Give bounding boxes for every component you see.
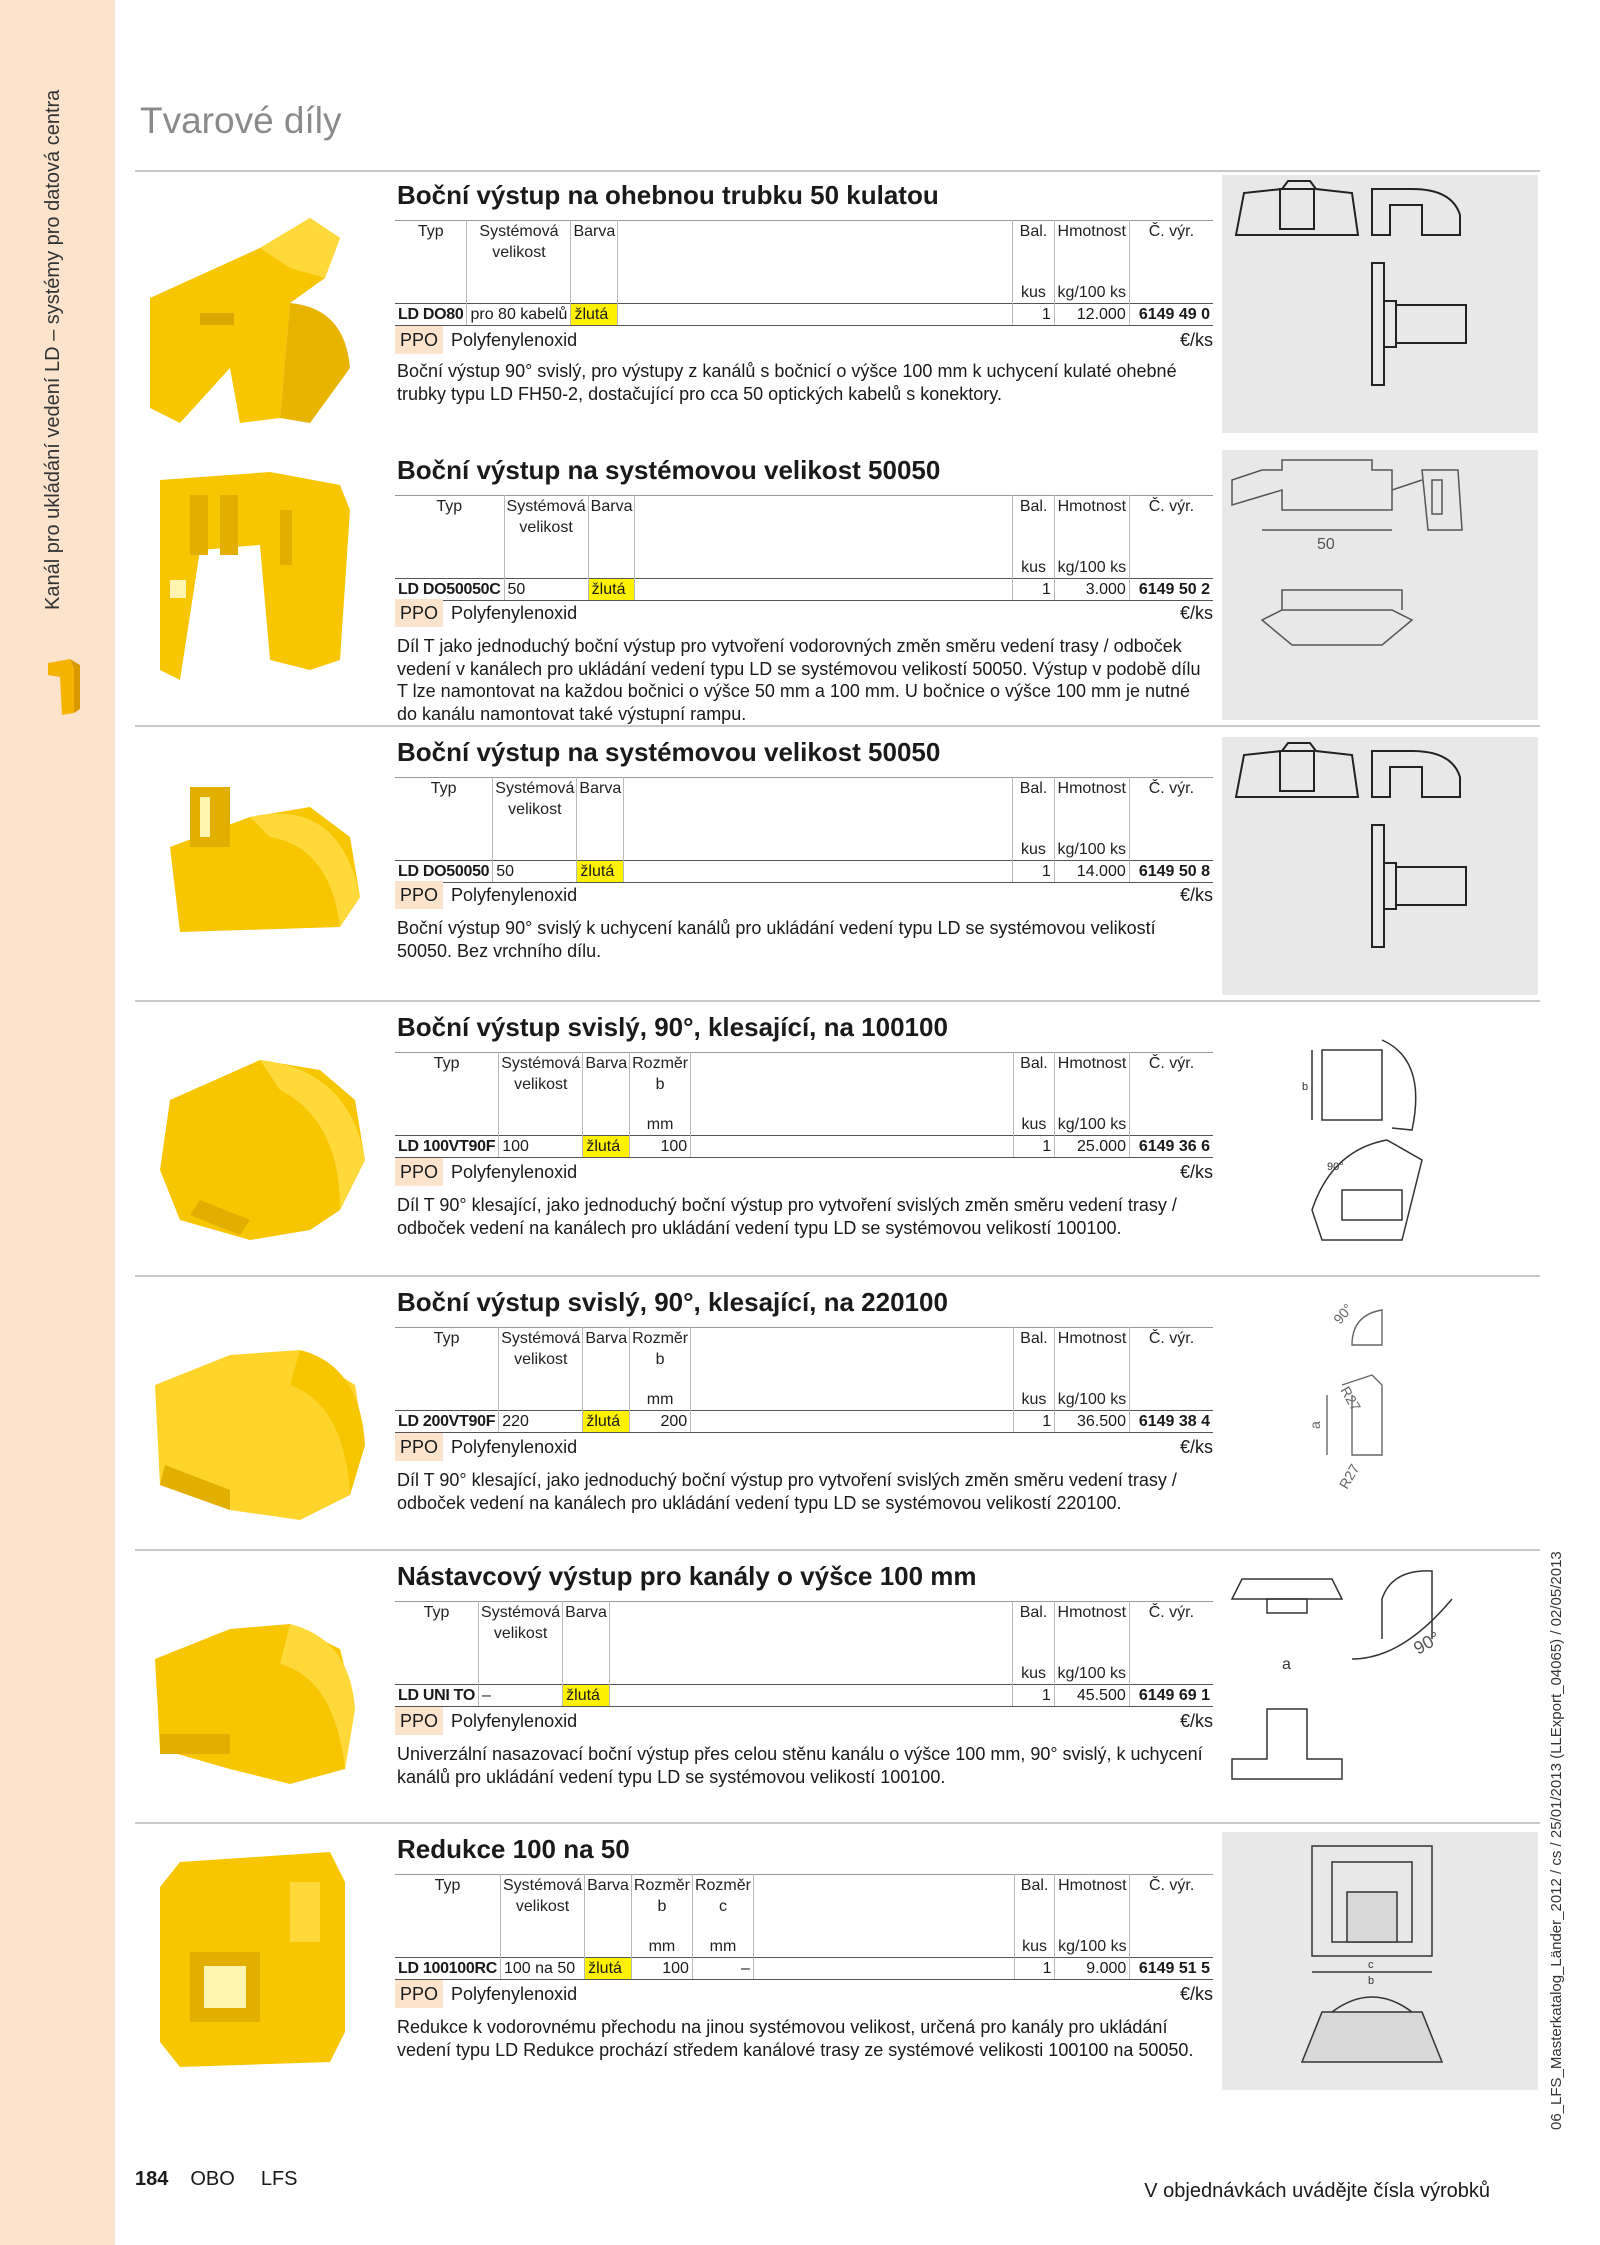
order-note: V objednávkách uvádějte čísla výrobků — [1144, 2180, 1490, 2202]
col-header: Hmotnost — [1054, 221, 1129, 283]
col-header: Rozměr b — [630, 1053, 691, 1115]
chapter-title: Kanál pro ukládání vedení LD – systémy pro datová centra — [42, 89, 64, 610]
section-title: Boční výstup na ohebnou trubku 50 kulatou — [397, 180, 939, 210]
unit-label: kus — [1013, 1390, 1054, 1411]
color-cell: žlutá — [583, 1411, 630, 1433]
col-header: Č. výr. — [1148, 1877, 1195, 1894]
material-name: Polyfenylenoxid — [451, 1711, 578, 1731]
brand-label: OBO — [190, 2168, 235, 2190]
col-header: Typ — [395, 496, 504, 558]
col-header: Bal. — [1013, 1328, 1054, 1390]
spec-table — [395, 1601, 1213, 1707]
spec-table — [395, 495, 1213, 601]
material-tag: PPO — [395, 326, 443, 354]
col-header: Systémová velikost — [493, 778, 577, 840]
col-header: Systémová velikost — [479, 1602, 563, 1664]
product-description: Díl T jako jednoduchý boční výstup pro vytvoření vodorovných změn směru vedení trasy / odboček vedení v kanálech pro ukládání vedení typu LD se systémovou velikostí 50050. Výstup v podobě dílu T lze namontovat na každou bočnici o výšce 50 mm a 100 mm. U bočnice o výšce 100 mm je nutné do kanálu namontovat také výstupní rampu. — [397, 636, 1201, 724]
color-cell: žlutá — [571, 304, 618, 326]
technical-drawing — [1222, 450, 1538, 720]
weight-cell: 25.000 — [1055, 1136, 1130, 1158]
col-header: Č. výr. — [1148, 1330, 1195, 1347]
col-header: Barva — [571, 221, 618, 283]
size-cell: 100 — [499, 1136, 583, 1158]
table-row — [395, 579, 1213, 601]
col-header: Barva — [585, 1875, 632, 1937]
material-name: Polyfenylenoxid — [451, 885, 578, 905]
chapter-thumbnail-icon — [44, 655, 84, 717]
radius-label: R27 — [1337, 1383, 1365, 1414]
size-cell: 50 — [504, 579, 588, 601]
unit-label: mm — [630, 1115, 691, 1136]
col-header: Rozměr b — [630, 1328, 691, 1390]
pack-cell: 1 — [1013, 1685, 1055, 1707]
col-header: Hmotnost — [1055, 1053, 1130, 1115]
dimension-label: 50 — [1317, 536, 1335, 553]
unit-label: kus — [1013, 1115, 1054, 1136]
material-name: Polyfenylenoxid — [451, 1437, 578, 1457]
type-cell: LD 100100RC — [395, 1958, 500, 1980]
unit-label: kg/100 ks — [1054, 1664, 1129, 1685]
dimension-label: b — [1368, 1975, 1375, 1987]
col-header: Č. výr. — [1148, 223, 1195, 240]
size-cell: pro 80 kabelů — [467, 304, 571, 326]
section-title: Boční výstup na systémovou velikost 50050 — [397, 737, 941, 767]
table-row — [395, 1136, 1213, 1158]
unit-label: kus — [1013, 1664, 1055, 1685]
spec-table — [395, 1052, 1213, 1158]
product-description: Univerzální nasazovací boční výstup přes celou stěnu kanálu o výšce 100 mm, 90° svislý, k uchycení kanálů pro ukládání vedení typu LD se systémovou velikostí 100100. — [397, 1744, 1203, 1787]
unit-label: kus — [1013, 840, 1055, 861]
pack-cell: 1 — [1013, 579, 1055, 601]
color-cell: žlutá — [588, 579, 635, 601]
col-header: Barva — [563, 1602, 610, 1664]
col-header: Systémová velikost — [499, 1053, 583, 1115]
material-name: Polyfenylenoxid — [451, 1162, 578, 1182]
table-row — [395, 1411, 1213, 1433]
price-unit: €/ks — [1179, 330, 1213, 350]
unit-label: kus — [1013, 558, 1055, 579]
type-cell: LD 200VT90F — [395, 1411, 499, 1433]
price-unit: €/ks — [1179, 603, 1213, 623]
col-header: Typ — [395, 221, 467, 283]
angle-label: 90° — [1410, 1627, 1444, 1659]
material-name: Polyfenylenoxid — [451, 330, 578, 350]
pack-cell: 1 — [1013, 1411, 1054, 1433]
technical-drawing — [1222, 1010, 1538, 1268]
angle-label: 90° — [1327, 1161, 1344, 1173]
document-code: 06_LFS_Masterkatalog_Länder_2012 / cs / 25/01/2013 (LLExport_04065) / 02/05/2013 — [1548, 1551, 1565, 2130]
dimension-b-cell: 200 — [630, 1411, 691, 1433]
material-tag: PPO — [395, 1433, 443, 1461]
material-line — [395, 1158, 1213, 1186]
unit-label: kus — [1013, 283, 1055, 304]
product-description: Redukce k vodorovnému přechodu na jinou systémovou velikost, určená pro kanály pro ukládání vedení typu LD Redukce prochází středem kanálové trasy ze systémové velikosti 100100 na 50050. — [397, 2017, 1194, 2060]
product-description: Díl T 90° klesající, jako jednoduchý boční výstup pro vytvoření svislých změn směru vedení trasy / odboček vedení na kanálech pro ukládání vedení typu LD se systémovou velikostí 100100. — [397, 1195, 1177, 1238]
dimension-label: a — [1307, 1421, 1323, 1429]
page-footer — [135, 2168, 324, 2191]
section-title: Redukce 100 na 50 — [397, 1834, 630, 1864]
technical-drawing — [1222, 1559, 1538, 1817]
col-header: Systémová velikost — [504, 496, 588, 558]
unit-label: mm — [630, 1390, 691, 1411]
price-unit: €/ks — [1179, 1711, 1213, 1731]
type-cell: LD DO50050C — [395, 579, 504, 601]
article-number: 6149 51 5 — [1130, 1958, 1213, 1980]
col-header: Bal. — [1013, 221, 1055, 283]
angle-label: 90° — [1330, 1300, 1356, 1327]
unit-label: kg/100 ks — [1055, 1115, 1130, 1136]
table-row — [395, 1958, 1213, 1980]
unit-label: kg/100 ks — [1054, 283, 1129, 304]
product-description: Díl T 90° klesající, jako jednoduchý boční výstup pro vytvoření svislých změn směru vedení trasy / odboček vedení na kanálech pro ukládání vedení typu LD se systémovou velikostí 220100. — [397, 1470, 1177, 1513]
weight-cell: 3.000 — [1054, 579, 1129, 601]
technical-drawing — [1222, 1832, 1538, 2090]
spec-table — [395, 777, 1213, 883]
col-header: Barva — [583, 1053, 630, 1115]
page-number: 184 — [135, 2168, 169, 2190]
weight-cell: 9.000 — [1055, 1958, 1130, 1980]
material-tag: PPO — [395, 881, 443, 909]
color-cell: žlutá — [585, 1958, 632, 1980]
spec-table — [395, 1874, 1213, 1980]
col-header: Bal. — [1013, 496, 1055, 558]
color-cell: žlutá — [577, 861, 624, 883]
material-line — [395, 1980, 1213, 2008]
type-cell: LD 100VT90F — [395, 1136, 499, 1158]
type-cell: LD DO50050 — [395, 861, 493, 883]
material-line — [395, 1433, 1213, 1461]
unit-label: kg/100 ks — [1054, 558, 1129, 579]
table-row — [395, 1685, 1213, 1707]
radius-label: R27 — [1335, 1461, 1363, 1492]
series-label: LFS — [260, 2168, 298, 2190]
col-header: Bal. — [1013, 1602, 1055, 1664]
unit-label: kg/100 ks — [1055, 1390, 1130, 1411]
col-header: Č. výr. — [1148, 498, 1195, 515]
col-header: Typ — [395, 1328, 499, 1390]
pack-cell: 1 — [1013, 861, 1055, 883]
product-photo — [140, 1020, 370, 1250]
weight-cell: 45.500 — [1054, 1685, 1129, 1707]
section-title: Boční výstup svislý, 90°, klesající, na 220100 — [397, 1287, 948, 1317]
col-header: Systémová velikost — [467, 221, 571, 283]
material-name: Polyfenylenoxid — [451, 1984, 578, 2004]
technical-drawing — [1222, 1285, 1538, 1535]
article-number: 6149 36 6 — [1129, 1136, 1213, 1158]
material-tag: PPO — [395, 1980, 443, 2008]
product-photo — [140, 1295, 370, 1525]
col-header: Bal. — [1014, 1875, 1055, 1937]
col-header: Bal. — [1013, 1053, 1054, 1115]
technical-drawing — [1222, 175, 1538, 433]
product-photo — [140, 208, 370, 438]
col-header: Č. výr. — [1148, 1604, 1195, 1621]
col-header: Typ — [395, 1875, 500, 1937]
col-header: Barva — [583, 1328, 630, 1390]
material-line — [395, 326, 1213, 354]
dimension-b-cell: 100 — [631, 1958, 692, 1980]
pack-cell: 1 — [1013, 1136, 1054, 1158]
col-header: Bal. — [1013, 778, 1055, 840]
col-header: Systémová velikost — [500, 1875, 584, 1937]
col-header: Č. výr. — [1148, 780, 1195, 797]
page-title: Tvarové díly — [140, 100, 342, 141]
article-number: 6149 69 1 — [1129, 1685, 1213, 1707]
article-number: 6149 49 0 — [1129, 304, 1213, 326]
col-header: Barva — [577, 778, 624, 840]
pack-cell: 1 — [1014, 1958, 1055, 1980]
product-photo — [140, 450, 370, 680]
pack-cell: 1 — [1013, 304, 1055, 326]
col-header: Hmotnost — [1055, 1328, 1130, 1390]
col-header: Barva — [588, 496, 635, 558]
spec-table — [395, 220, 1213, 326]
unit-label: mm — [631, 1937, 692, 1958]
color-cell: žlutá — [563, 1685, 610, 1707]
article-number: 6149 50 2 — [1129, 579, 1213, 601]
technical-drawing — [1222, 737, 1538, 995]
spec-table — [395, 1327, 1213, 1433]
price-unit: €/ks — [1179, 1162, 1213, 1182]
material-name: Polyfenylenoxid — [451, 603, 578, 623]
product-photo — [140, 757, 370, 987]
col-header: Typ — [395, 1602, 479, 1664]
size-cell: 50 — [493, 861, 577, 883]
unit-label: kg/100 ks — [1054, 840, 1129, 861]
weight-cell: 36.500 — [1055, 1411, 1130, 1433]
col-header: Hmotnost — [1054, 496, 1129, 558]
material-tag: PPO — [395, 1707, 443, 1735]
article-number: 6149 50 8 — [1129, 861, 1213, 883]
article-number: 6149 38 4 — [1129, 1411, 1213, 1433]
weight-cell: 14.000 — [1054, 861, 1129, 883]
dimension-label: b — [1302, 1081, 1309, 1093]
table-row — [395, 304, 1213, 326]
col-header: Hmotnost — [1055, 1875, 1130, 1937]
type-cell: LD DO80 — [395, 304, 467, 326]
type-cell: LD UNI TO — [395, 1685, 479, 1707]
dimension-b-cell: 100 — [630, 1136, 691, 1158]
size-cell: 100 na 50 — [500, 1958, 584, 1980]
col-header: Rozměr b — [631, 1875, 692, 1937]
material-tag: PPO — [395, 1158, 443, 1186]
product-photo — [140, 1569, 370, 1799]
material-tag: PPO — [395, 599, 443, 627]
product-description: Boční výstup 90° svislý, pro výstupy z kanálů s bočnicí o výšce 100 mm k uchycení kulaté ohebné trubky typu LD FH50-2, dostačující pro cca 50 optických kabelů s konektory. — [397, 361, 1177, 404]
unit-label: mm — [692, 1937, 753, 1958]
product-description: Boční výstup 90° svislý k uchycení kanálů pro ukládání vedení typu LD se systémovou velikostí 50050. Bez vrchního dílu. — [397, 918, 1156, 961]
dimension-label: a — [1282, 1656, 1291, 1673]
table-row — [395, 861, 1213, 883]
col-header: Typ — [395, 778, 493, 840]
material-line — [395, 1707, 1213, 1735]
material-line — [395, 599, 1213, 627]
weight-cell: 12.000 — [1054, 304, 1129, 326]
col-header: Systémová velikost — [499, 1328, 583, 1390]
col-header: Hmotnost — [1054, 778, 1129, 840]
col-header: Č. výr. — [1148, 1055, 1195, 1072]
unit-label: kus — [1014, 1937, 1055, 1958]
section-title: Nástavcový výstup pro kanály o výšce 100 mm — [397, 1561, 977, 1591]
col-header: Hmotnost — [1054, 1602, 1129, 1664]
color-cell: žlutá — [583, 1136, 630, 1158]
price-unit: €/ks — [1179, 1437, 1213, 1457]
unit-label: kg/100 ks — [1055, 1937, 1130, 1958]
product-photo — [140, 1842, 370, 2072]
side-tab — [0, 0, 115, 2245]
dimension-label: c — [1368, 1959, 1374, 1971]
dimension-c-cell: – — [692, 1958, 753, 1980]
price-unit: €/ks — [1179, 885, 1213, 905]
price-unit: €/ks — [1179, 1984, 1213, 2004]
size-cell: 220 — [499, 1411, 583, 1433]
section-title: Boční výstup svislý, 90°, klesající, na 100100 — [397, 1012, 948, 1042]
size-cell: – — [479, 1685, 563, 1707]
material-line — [395, 881, 1213, 909]
col-header: Typ — [395, 1053, 499, 1115]
section-title: Boční výstup na systémovou velikost 50050 — [397, 455, 941, 485]
col-header: Rozměr c — [692, 1875, 753, 1937]
